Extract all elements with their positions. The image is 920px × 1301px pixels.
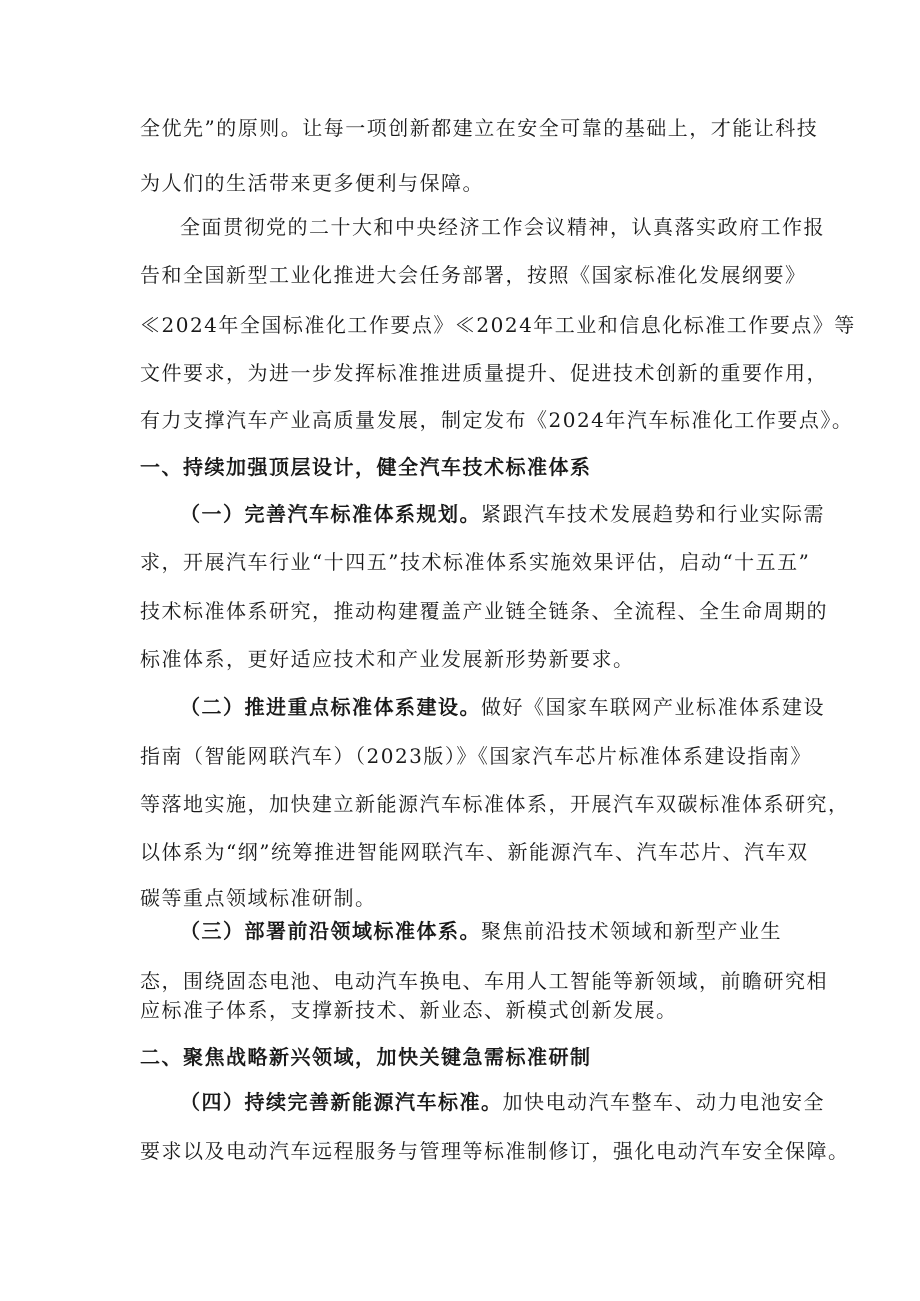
item-first-line — [180, 500, 825, 528]
text-line: 要求以及电动汽车远程服务与管理等标准制修订，强化电动汽车安全保障。 — [140, 1139, 850, 1163]
text-line: 有力支撑汽车产业高质量发展，制定发布《2024年汽车标准化工作要点》。 — [140, 408, 854, 432]
item-title: （三）部署前沿领域标准体系。 — [180, 919, 481, 943]
item-text: 做好《国家车联网产业标准体系建设 — [481, 695, 825, 719]
item-first-line — [180, 693, 825, 721]
item-title: （四）持续完善新能源汽车标准。 — [180, 1090, 503, 1114]
item-text: 紧跟汽车技术发展趋势和行业实际需 — [481, 502, 825, 526]
text-line: 告和全国新型工业化推进大会任务部署，按照《国家标准化发展纲要》 — [140, 263, 807, 287]
text-line: 标准体系，更好适应技术和产业发展新形势新要求。 — [140, 647, 635, 671]
text-line: 等落地实施，加快建立新能源汽车标准体系，开展汽车双碳标准体系研究， — [140, 792, 850, 816]
section-heading: 二、聚焦战略新兴领域，加快关键急需标准研制 — [140, 1045, 592, 1069]
item-title: （二）推进重点标准体系建设。 — [180, 695, 481, 719]
item-text: 加快电动汽车整车、动力电池安全 — [502, 1090, 825, 1114]
text-line: 求，开展汽车行业“十四五”技术标准体系实施效果评估，启动“十五五” — [140, 550, 811, 574]
text-line: 文件要求，为进一步发挥标准推进质量提升、促进技术创新的重要作用， — [140, 361, 828, 385]
item-title: （一）完善汽车标准体系规划。 — [180, 502, 481, 526]
text-line: 技术标准体系研究，推动构建覆盖产业链全链条、全流程、全生命周期的 — [140, 599, 828, 623]
text-line: ≪2024年全国标准化工作要点》≪2024年工业和信息化标准工作要点》等 — [140, 313, 856, 337]
section-heading: 一、持续加强顶层设计，健全汽车技术标准体系 — [140, 455, 592, 479]
text-line: 为人们的生活带来更多便利与保障。 — [140, 171, 484, 195]
text-line: 碳等重点领域标准研制。 — [140, 886, 377, 910]
text-line: 应标准子体系，支撑新技术、新业态、新模式创新发展。 — [140, 998, 678, 1022]
item-text: 聚焦前沿技术领域和新型产业生 — [481, 919, 782, 943]
text-line: 态，围绕固态电池、电动汽车换电、车用人工智能等新领域，前瞻研究相 — [140, 969, 828, 993]
text-line: 全面贯彻党的二十大和中央经济工作会议精神，认真落实政府工作报 — [180, 215, 825, 239]
text-line: 以体系为“纲”统筹推进智能网联汽车、新能源汽车、汽车芯片、汽车双 — [140, 840, 809, 864]
item-first-line — [180, 1088, 825, 1116]
item-first-line — [180, 917, 782, 945]
text-line: 指南（智能网联汽车）（2023版）》《国家汽车芯片标准体系建设指南》 — [140, 744, 812, 768]
text-line: 全优先”的原则。让每一项创新都建立在安全可靠的基础上，才能让科技 — [140, 116, 819, 140]
